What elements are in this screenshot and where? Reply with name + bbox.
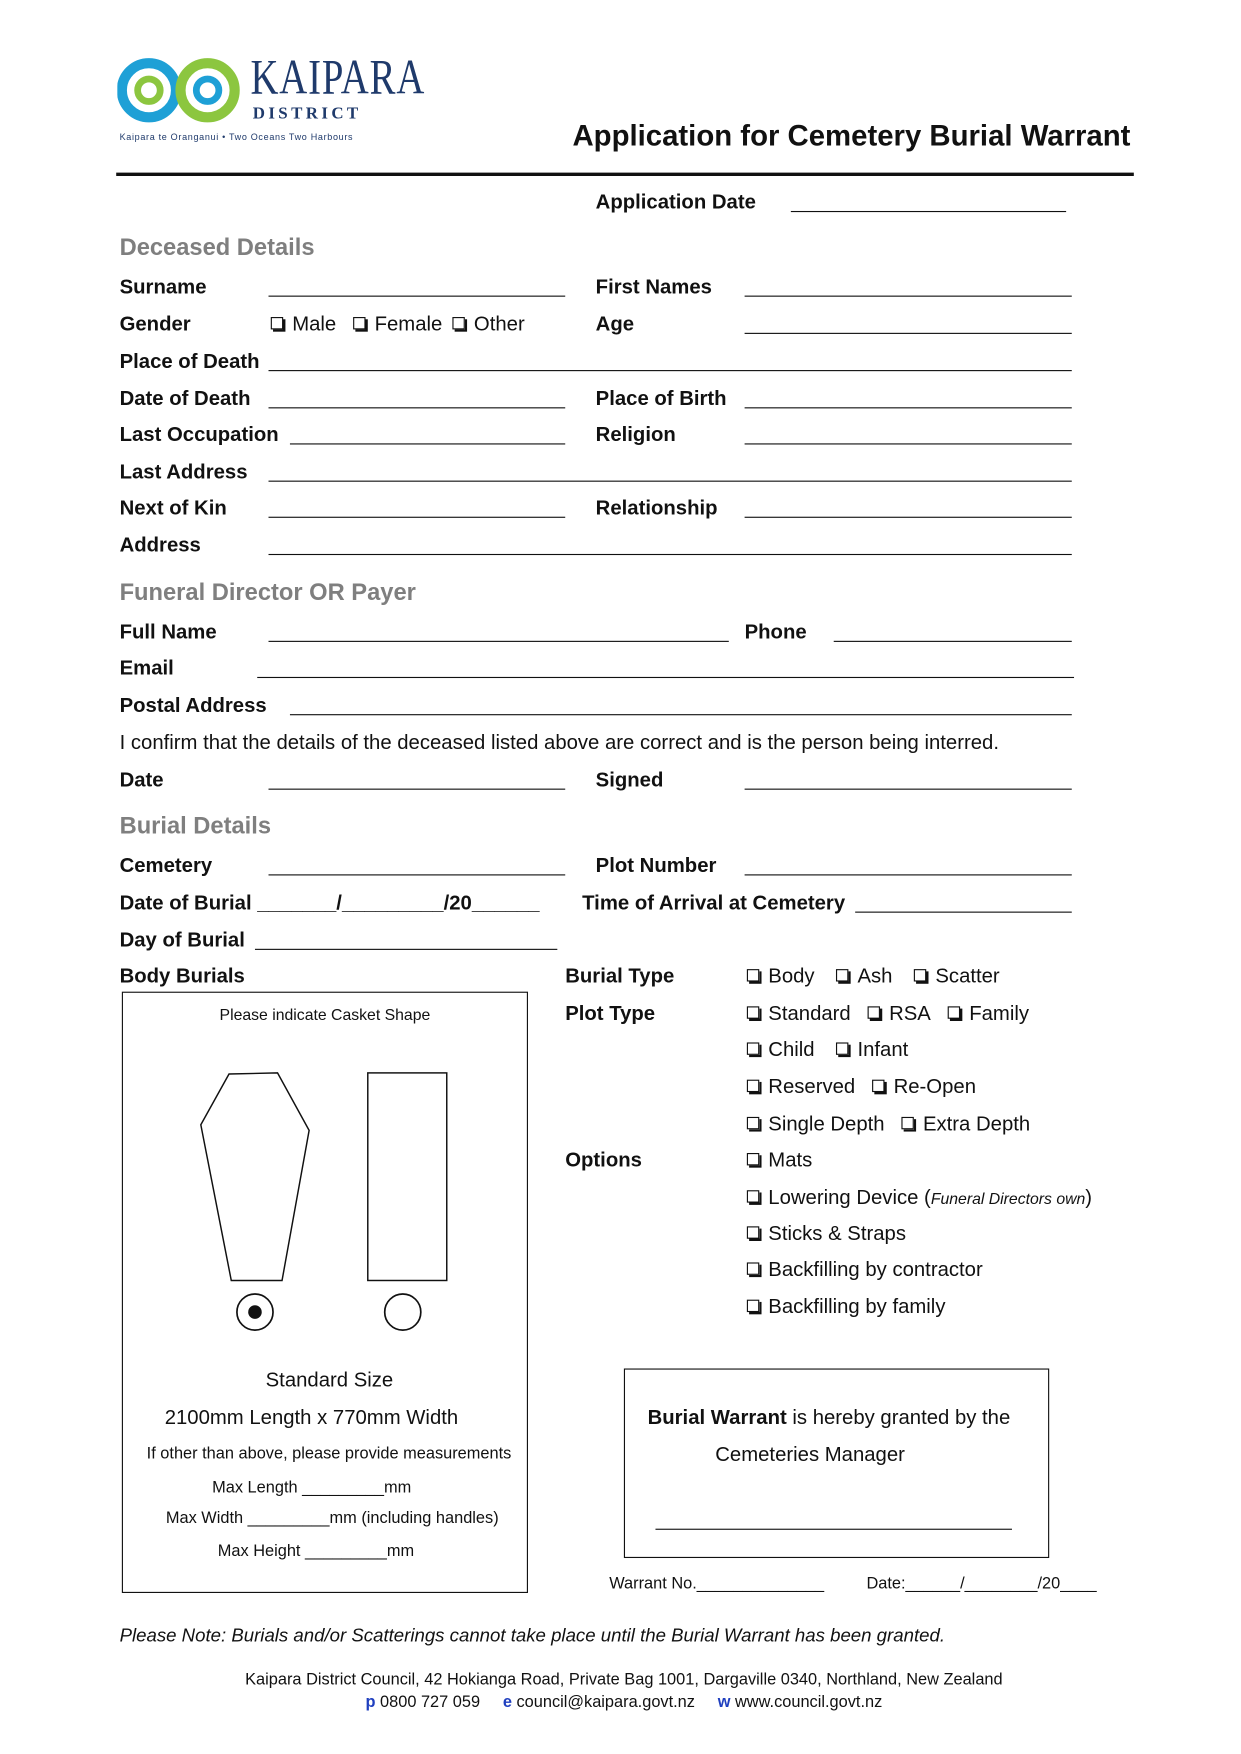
- checkbox-icon[interactable]: [747, 1006, 759, 1018]
- other-measurements-prompt: If other than above, please provide measurements: [146, 1445, 512, 1464]
- address-field[interactable]: [269, 554, 1072, 555]
- plot-type-row: [747, 1002, 1029, 1025]
- casket-prompt: Please indicate Casket Shape: [219, 1005, 431, 1024]
- max-height-field[interactable]: Max Height _________mm: [217, 1542, 415, 1561]
- logo-tagline: Kaipara te Oranganui • Two Oceans Two Harbours: [119, 131, 354, 143]
- application-date-label: Application Date: [595, 190, 756, 214]
- signature-field[interactable]: [745, 789, 1072, 790]
- option-lowering-device[interactable]: Lowering Device (Funeral Directors own): [747, 1186, 1092, 1210]
- checkbox-icon[interactable]: [836, 1042, 848, 1054]
- relationship-label: Relationship: [595, 496, 718, 519]
- day-of-burial-label: Day of Burial: [119, 928, 245, 952]
- gender-label: Gender: [119, 312, 191, 336]
- cemetery-label: Cemetery: [119, 854, 213, 877]
- checkbox-icon[interactable]: [872, 1080, 884, 1092]
- footer-email[interactable]: council@kaipara.govt.nz: [516, 1693, 695, 1712]
- checkbox-icon[interactable]: [747, 1153, 759, 1165]
- burial-type-scatter[interactable]: Scatter: [914, 965, 1000, 988]
- casket-radio[interactable]: [385, 1294, 421, 1330]
- checkbox-icon[interactable]: [836, 969, 848, 981]
- footer-address: Kaipara District Council, 42 Hokianga Road, Private Bag 1001, Dargaville 0340, Northland, New Zealand: [245, 1670, 1003, 1689]
- plot-type-infant[interactable]: Infant: [836, 1038, 908, 1061]
- checkbox-icon[interactable]: [948, 1006, 960, 1018]
- time-of-arrival-label: Time of Arrival at Cemetery: [582, 891, 846, 914]
- warrant-manager: Cemeteries Manager: [715, 1442, 905, 1466]
- page-title: Application for Cemetery Burial Warrant: [572, 118, 1131, 153]
- age-label: Age: [595, 312, 635, 336]
- plot-number-field[interactable]: [745, 874, 1072, 875]
- last-address-field[interactable]: [269, 481, 1072, 482]
- gender-option-female[interactable]: Female: [353, 313, 442, 336]
- confirmation-text: I confirm that the details of the deceased listed above are correct and is the person being interred.: [119, 731, 999, 754]
- last-occupation-label: Last Occupation: [119, 423, 279, 446]
- footer-website[interactable]: www.council.govt.nz: [734, 1693, 883, 1712]
- max-width-field[interactable]: Max Width _________mm (including handles): [165, 1509, 499, 1528]
- lowering-note: Funeral Directors own: [930, 1189, 1086, 1208]
- plot-type-label: Plot Type: [565, 1001, 656, 1025]
- date-of-burial-field[interactable]: Date of Burial _______/_________/20______: [119, 891, 540, 914]
- time-of-arrival-field[interactable]: [855, 912, 1072, 913]
- kaipara-logo: [117, 49, 426, 147]
- signed-label: Signed: [595, 768, 664, 791]
- address-label: Address: [119, 533, 201, 557]
- postal-address-field[interactable]: [290, 714, 1072, 715]
- day-of-burial-field[interactable]: [255, 949, 557, 950]
- burial-type-body[interactable]: Body: [747, 965, 815, 988]
- body-burials-label: Body Burials: [119, 964, 245, 988]
- plot-type-extra-depth[interactable]: Extra Depth: [902, 1112, 1031, 1135]
- header-divider: [116, 173, 1134, 176]
- phone-field[interactable]: [834, 641, 1072, 642]
- first-names-field[interactable]: [745, 296, 1072, 297]
- checkbox-icon[interactable]: [747, 1300, 759, 1312]
- plot-type-standard[interactable]: Standard: [747, 1002, 851, 1025]
- date-of-death-label: Date of Death: [119, 386, 251, 410]
- logo-sub: DISTRICT: [252, 104, 362, 123]
- plot-type-row: [747, 1112, 1030, 1135]
- burial-type-options: [747, 965, 1000, 988]
- option-backfilling-contractor[interactable]: Backfilling by contractor: [747, 1258, 983, 1281]
- email-label: Email: [119, 656, 174, 680]
- date-label: Date: [119, 768, 164, 791]
- checkbox-icon[interactable]: [914, 969, 926, 981]
- warrant-number-field[interactable]: Warrant No.______________: [609, 1574, 825, 1593]
- options-label: Options: [565, 1148, 642, 1172]
- checkbox-icon[interactable]: [747, 1080, 759, 1092]
- checkbox-icon[interactable]: [902, 1117, 914, 1129]
- gender-option-male[interactable]: Male: [271, 313, 336, 336]
- religion-label: Religion: [595, 423, 676, 446]
- checkbox-icon[interactable]: [747, 1117, 759, 1129]
- last-occupation-field[interactable]: [290, 443, 565, 444]
- checkbox-icon[interactable]: [452, 317, 464, 329]
- full-name-label: Full Name: [119, 620, 217, 644]
- plot-type-row: [747, 1038, 908, 1061]
- surname-field[interactable]: [269, 296, 566, 297]
- gender-options: [271, 313, 525, 336]
- phone-label: Phone: [744, 620, 807, 644]
- logo-name: KAIPARA: [250, 49, 426, 105]
- option-mats[interactable]: Mats: [747, 1148, 812, 1171]
- standard-size-label: Standard Size: [265, 1368, 394, 1392]
- burial-heading: Burial Details: [119, 813, 272, 840]
- checkbox-icon[interactable]: [353, 317, 365, 329]
- option-backfilling-family[interactable]: Backfilling by family: [747, 1295, 946, 1318]
- postal-address-label: Postal Address: [119, 693, 267, 717]
- please-note: Please Note: Burials and/or Scatterings cannot take place until the Burial Warrant has been granted.: [119, 1625, 945, 1647]
- checkbox-icon[interactable]: [747, 1262, 759, 1274]
- footer-contacts: p 0800 727 059 e council@kaipara.govt.nz w www.council.govt.nz: [365, 1693, 883, 1712]
- checkbox-icon[interactable]: [747, 1190, 759, 1202]
- plot-type-reserved[interactable]: Reserved: [747, 1075, 855, 1098]
- plot-type-family[interactable]: Family: [948, 1002, 1029, 1025]
- place-of-death-field[interactable]: [269, 370, 1072, 371]
- surname-label: Surname: [119, 275, 207, 298]
- plot-type-reopen[interactable]: Re-Open: [872, 1075, 976, 1098]
- checkbox-icon[interactable]: [747, 1226, 759, 1238]
- place-of-death-label: Place of Death: [119, 349, 260, 373]
- place-of-birth-field[interactable]: [745, 407, 1072, 408]
- manager-signature-field[interactable]: [655, 1529, 1012, 1530]
- plot-number-label: Plot Number: [595, 854, 717, 877]
- checkbox-icon[interactable]: [271, 317, 283, 329]
- age-field[interactable]: [745, 333, 1072, 334]
- checkbox-icon[interactable]: [747, 1042, 759, 1054]
- option-sticks-straps[interactable]: Sticks & Straps: [747, 1222, 906, 1245]
- cemetery-field[interactable]: [269, 874, 566, 875]
- first-names-label: First Names: [595, 275, 712, 298]
- relationship-field[interactable]: [745, 517, 1072, 518]
- standard-dimensions: 2100mm Length x 770mm Width: [164, 1405, 459, 1429]
- plot-type-rsa[interactable]: RSA: [868, 1002, 931, 1025]
- casket-shape-box: [122, 992, 528, 1593]
- swirl-logo-icon: [117, 56, 243, 124]
- footer-phone: 0800 727 059: [380, 1693, 481, 1712]
- religion-field[interactable]: [745, 443, 1072, 444]
- next-of-kin-field[interactable]: [269, 517, 566, 518]
- max-length-field[interactable]: Max Length _________mm: [212, 1479, 412, 1498]
- application-date-field[interactable]: [791, 211, 1066, 212]
- burial-type-label: Burial Type: [565, 964, 675, 988]
- plot-type-child[interactable]: Child: [747, 1038, 815, 1061]
- plot-type-row: [747, 1075, 976, 1098]
- last-address-label: Last Address: [119, 460, 248, 483]
- warrant-date-field[interactable]: Date:______/________/20____: [866, 1574, 1097, 1593]
- checkbox-icon[interactable]: [868, 1006, 880, 1018]
- coffin-radio[interactable]: [237, 1294, 273, 1330]
- date-field[interactable]: [269, 789, 566, 790]
- deceased-heading: Deceased Details: [119, 234, 315, 261]
- email-field[interactable]: [257, 677, 1074, 678]
- date-of-death-field[interactable]: [269, 407, 566, 408]
- funeral-heading: Funeral Director OR Payer: [119, 579, 416, 606]
- full-name-field[interactable]: [269, 641, 729, 642]
- warrant-statement: Burial Warrant is hereby granted by the: [647, 1405, 1011, 1429]
- place-of-birth-label: Place of Birth: [595, 386, 727, 410]
- burial-type-ash[interactable]: Ash: [836, 965, 892, 988]
- next-of-kin-label: Next of Kin: [119, 496, 227, 519]
- plot-type-single-depth[interactable]: Single Depth: [747, 1112, 885, 1135]
- checkbox-icon[interactable]: [747, 969, 759, 981]
- gender-option-other[interactable]: Other: [452, 313, 524, 336]
